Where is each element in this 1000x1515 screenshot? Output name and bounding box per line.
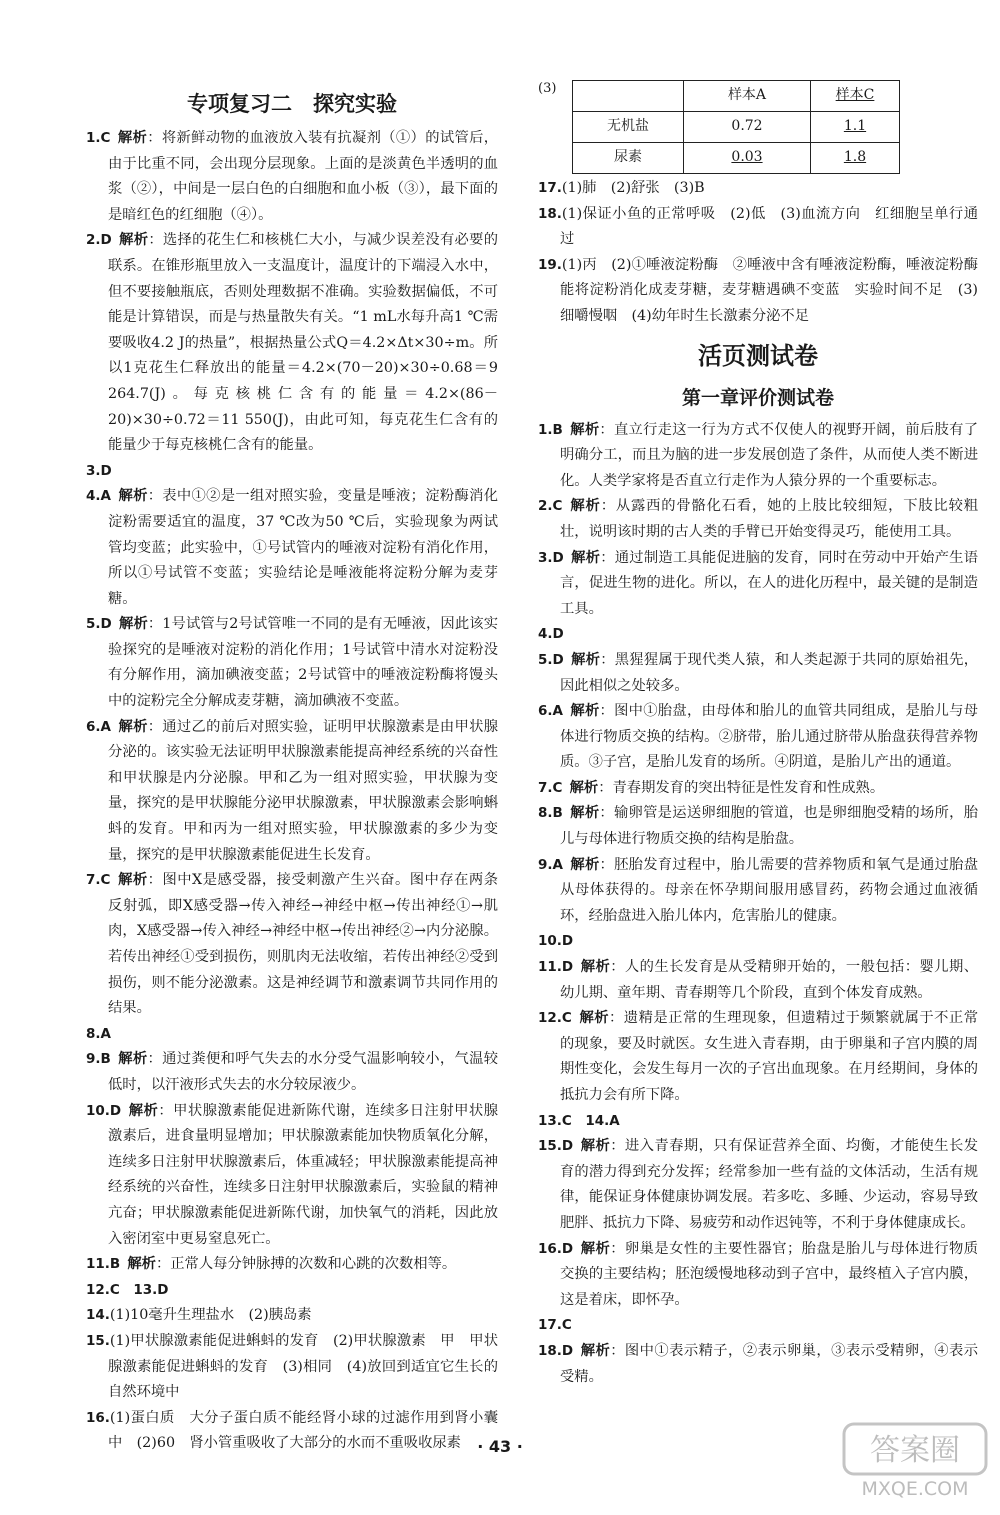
answer-number: 5.D <box>538 651 564 668</box>
answer-number: 14. <box>86 1307 110 1324</box>
table-cell-text: 1.1 <box>843 118 867 135</box>
answer-item <box>538 176 978 202</box>
watermark-logo <box>840 1420 990 1502</box>
answer-item <box>538 1109 978 1135</box>
answer-item <box>86 1278 498 1304</box>
analysis-label: 解析 <box>580 1138 611 1155</box>
data-table-block <box>538 80 978 174</box>
answer-number: 1.C <box>86 130 111 146</box>
answer-number: 11.D <box>538 959 574 976</box>
analysis-label: 解析 <box>117 872 148 889</box>
answer-item <box>86 715 498 869</box>
table-cell <box>811 112 900 143</box>
analysis-label: 解析 <box>117 1051 148 1068</box>
analysis-label: 解析 <box>118 232 149 249</box>
table-header-text: 样本C <box>835 87 875 104</box>
analysis-label: 解析 <box>578 1010 610 1027</box>
answer-text: (1)甲状腺激素能促进蝌蚪的发育 (2)甲状腺激素 甲 甲状腺激素能促进蝌蚪的发育 (3)相同 (4)放回到适宜它生长的自然环境中 <box>108 1332 498 1401</box>
answer-item <box>538 622 978 648</box>
answer-text: (1)丙 (2)①唾液淀粉酶 ②唾液中含有唾液淀粉酶，唾液淀粉酶能将淀粉消化成麦芽糖，麦芽糖遇碘不变蓝 实验时间不足 (3)细嚼慢咽 (4)幼年时生长激素分泌不足 <box>560 256 978 324</box>
answer-number: 1.B <box>538 421 563 438</box>
answer-text: ：从露西的骨骼化石看，她的上肢比较细短，下肢比较粗壮，说明该时期的古人类的手臂已开始变得灵巧，能使用工具。 <box>560 498 979 540</box>
answer-number: 8.B <box>538 805 563 822</box>
table-row <box>573 112 900 143</box>
answer-item <box>86 1047 498 1098</box>
answer-text: ：遗精是正常的生理现象，但遗精过于频繁就属于不正常的现象，要及时就医。女生进入青春期，由于卵巢和子宫内膜的周期性变化，会发生每月一次的子宫出血现象。在月经期间，身体的抵抗力会有所下降。 <box>560 1010 979 1103</box>
answer-item <box>86 459 498 485</box>
answer-text: ：输卵管是运送卵细胞的管道，也是卵细胞受精的场所，胎儿与母体进行物质交换的结构是胎盘。 <box>560 805 978 848</box>
answer-text: ：直立行走这一行为方式不仅使人的视野开阔，前后肢有了明确分工，而且为脑的进一步发展创造了条件，从而使人类不断进化。人类学家将是否直立行走作为人猿分界的一个重要标志。 <box>560 421 978 489</box>
table-label: (3) <box>538 81 557 96</box>
analysis-label: 解析 <box>569 805 600 822</box>
answer-number: 7.C <box>538 779 563 796</box>
answer-text: ：青春期发育的突出特征是性发育和性成熟。 <box>598 779 885 796</box>
answer-number: 3.D <box>86 462 112 479</box>
answer-text: ：甲状腺激素能促进新陈代谢，连续多日注射甲状腺激素后，进食量明显增加；甲状腺激素能加快物质氧化分解，连续多日注射甲状腺激素后，体重减轻；甲状腺激素能提高神经系统的兴奋性，连续多日注射甲状腺激素后，实验鼠的精神亢奋；甲状腺激素能促进新陈代谢，加快氧气的消耗，因此放入密闭室中更易窒息死亡。 <box>108 1102 499 1247</box>
answer-number: 8.A <box>86 1025 111 1042</box>
answer-number: 6.A <box>86 718 111 735</box>
answer-number: 7.C <box>86 872 111 889</box>
analysis-label: 解析 <box>127 1256 156 1273</box>
answer-text: ：将新鲜动物的血液放入装有抗凝剂（①）的试管后，由于比重不同，会出现分层现象。上面的是淡黄色半透明的血浆（②），中间是一层白色的白细胞和血小板（③），最下面的是暗红色的红细胞（④）。 <box>108 130 499 223</box>
answer-number: 18. <box>538 205 562 222</box>
answer-text: ：图中①胎盘，由母体和胎儿的血管共同组成，是胎儿与母体进行物质交换的结构。②脐带，胎儿通过脐带从胎盘获得营养物质。③子宫，是胎儿发育的场所。④阴道，是胎儿产出的通道。 <box>560 703 979 771</box>
answer-item <box>538 699 978 776</box>
table-cell <box>811 143 900 174</box>
analysis-label: 解析 <box>569 421 600 438</box>
answer-item <box>86 1099 498 1253</box>
answer-number: 2.D <box>86 232 112 249</box>
answer-item <box>538 494 978 545</box>
analysis-label: 解析 <box>118 616 148 633</box>
table-header-cell: 样本A <box>684 81 811 112</box>
answer-text: ：图中①表示精子，②表示卵巢，③表示受精卵，④表示受精。 <box>560 1342 979 1385</box>
analysis-label: 解析 <box>117 130 148 146</box>
right-answer-list-b <box>538 418 978 1391</box>
table-row <box>573 143 900 174</box>
analysis-label: 解析 <box>569 779 599 796</box>
answer-number: 13.C 14.A <box>538 1112 620 1129</box>
answer-number: 4.A <box>86 488 111 505</box>
answer-text: (1)肺 (2)舒张 (3)B <box>561 180 705 196</box>
answer-text: ：选择的花生仁和核桃仁大小，与减少误差没有必要的联系。在锥形瓶里放入一支温度计，温度计的下端浸入水中，但不要接触瓶底，否则处理数据不准确。实验数据偏低，不可能是计算错误，而是与热量散失有关。“1 mL水每升高1 ℃需要吸收4.2 J的热量”，根据热量公式Q＝4.2×Δt×30÷m。所以1克花生仁释放出的能量＝4.2×(70－20)×30÷0.68＝9 264.7(J)。每克核桃仁含有的能量＝4.2×(86－20)×30÷0.72＝11 550(J)，由此可知，每克花生仁含有的能量少于每克核桃仁含有的能量。 <box>108 232 499 454</box>
chapter-test-title: 第一章评价测试卷 <box>681 386 834 409</box>
answer-number: 16. <box>86 1409 110 1426</box>
answer-number: 3.D <box>538 549 564 566</box>
answer-item <box>86 1252 498 1278</box>
table-cell <box>684 143 811 174</box>
answer-number: 9.A <box>538 856 563 873</box>
table-header-row <box>573 81 900 112</box>
right-column <box>538 80 978 1390</box>
analysis-label: 解析 <box>128 1102 159 1119</box>
answer-item <box>538 776 978 802</box>
answer-item <box>538 929 978 955</box>
answer-text: (1)10毫升生理盐水 (2)胰岛素 <box>109 1307 312 1324</box>
answer-text: ：进入青春期，只有保证营养全面、均衡，才能使生长发育的潜力得到充分发挥；经常参加一些有益的文体活动，生活有规律，能保证身体健康协调发展。若多吃、多睡、少运动，容易导致肥胖、抵抗力下降、易疲劳和动作迟钝等，不利于身体健康成长。 <box>560 1138 979 1231</box>
answer-text: ：1号试管与2号试管唯一不同的是有无唾液，因此该实验探究的是唾液对淀粉的消化作用；1号试管中清水对淀粉没有分解作用，滴加碘液变蓝；2号试管中的唾液淀粉酶将馒头中的淀粉完全分解成麦芽糖，滴加碘液不变蓝。 <box>108 616 498 710</box>
answer-text: ：图中X是感受器，接受刺激产生兴奋。图中存在两条反射弧，即X感受器→传入神经→神经中枢→传出神经①→肌肉，X感受器→传入神经→神经中枢→传出神经②→内分泌腺。若传出神经①受到损伤，则肌肉无法收缩，若传出神经②受到损伤，则不能分泌激素。这是神经调节和激素调节共同作用的结果。 <box>108 872 498 1017</box>
analysis-label: 解析 <box>570 703 600 720</box>
answer-item <box>538 253 978 330</box>
table-header-cell <box>811 81 900 112</box>
analysis-label: 解析 <box>580 1342 611 1359</box>
answer-number: 9.B <box>86 1051 111 1068</box>
answer-number: 6.A <box>538 703 563 720</box>
answer-number: 15. <box>86 1332 110 1349</box>
test-paper-title: 活页测试卷 <box>698 341 818 370</box>
answer-number: 4.D <box>538 626 564 643</box>
analysis-label: 解析 <box>570 651 601 668</box>
table-cell: 无机盐 <box>573 112 684 143</box>
answer-text: ：正常人每分钟脉搏的次数和心跳的次数相等。 <box>155 1256 457 1273</box>
answer-text: ：通过乙的前后对照实验，证明甲状腺激素是由甲状腺分泌的。该实验无法证明甲状腺激素能提高神经系统的兴奋性和甲状腺是内分泌腺。甲和乙为一组对照实验，甲状腺为变量，探究的是甲状腺能分泌甲状腺激素，甲状腺激素会影响蝌蚪的发育。甲和丙为一组对照实验，甲状腺激素的多少为变量，探究的是甲状腺激素能促进生长发育。 <box>108 718 499 863</box>
answer-text: ：人的生长发育是从受精卵开始的，一般包括：婴儿期、幼儿期、童年期、青春期等几个阶段，直到个体发育成熟。 <box>560 959 979 1001</box>
answer-text: (1)保证小鱼的正常呼吸 (2)低 (3)血流方向 红细胞呈单行通过 <box>560 205 978 248</box>
answer-number: 16.D <box>538 1240 574 1257</box>
analysis-label: 解析 <box>580 1240 611 1257</box>
answer-item <box>86 1303 498 1329</box>
analysis-label: 解析 <box>569 498 601 515</box>
left-answer-list <box>86 126 498 1457</box>
answer-item <box>538 801 978 852</box>
answer-number: 18.D <box>538 1342 574 1359</box>
data-table <box>572 80 900 174</box>
watermark-url: MXQE.COM <box>861 1478 969 1500</box>
answer-text: ：通过粪便和呼气失去的水分受气温影响较小，气温较低时，以汗液形式失去的水分较尿液少。 <box>108 1051 499 1093</box>
answer-text: ：表中①②是一组对照实验，变量是唾液；淀粉酶消化淀粉需要适宜的温度，37 ℃改为50 ℃后，实验现象为两试管均变蓝；此实验中，①号试管内的唾液对淀粉有消化作用，所以①号试管不变蓝；实验结论是唾液能将淀粉分解为麦芽糖。 <box>108 488 499 607</box>
analysis-label: 解析 <box>580 959 611 976</box>
answer-item <box>86 868 498 1022</box>
answer-number: 5.D <box>86 616 112 633</box>
watermark-text: 答案圈 <box>870 1433 960 1468</box>
answer-text: (1)蛋白质 大分子蛋白质不能经肾小球的过滤作用到肾小囊中 (2)60 肾小管重吸收了大部分的水而不重吸收尿素 <box>108 1409 498 1452</box>
answer-number: 17.C <box>538 1317 572 1334</box>
analysis-label: 解析 <box>570 549 601 566</box>
answer-item <box>86 126 498 228</box>
answer-item <box>86 1022 498 1048</box>
answer-item <box>538 1313 978 1339</box>
answer-item <box>538 1339 978 1390</box>
answer-text: ：胚胎发育过程中，胎儿需要的营养物质和氧气是通过胎盘从母体获得的。母亲在怀孕期间服用感冒药，药物会通过血液循环，经胎盘进入胎儿体内，危害胎儿的健康。 <box>560 856 979 924</box>
answer-item <box>538 1237 978 1314</box>
answer-text: ：通过制造工具能促进脑的发育，同时在劳动中开始产生语言，促进生物的进化。所以，在人的进化历程中，最关键的是制造工具。 <box>560 549 979 617</box>
left-column <box>86 82 498 1457</box>
answer-number: 11.B <box>86 1256 121 1273</box>
answer-item <box>538 853 978 930</box>
answer-number: 2.C <box>538 498 563 515</box>
answer-number: 19. <box>538 256 562 273</box>
answer-number: 17. <box>538 180 562 196</box>
right-answer-list-a <box>538 176 978 330</box>
answer-number: 10.D <box>538 933 574 950</box>
answer-number: 10.D <box>86 1102 122 1119</box>
table-header-cell <box>573 81 684 112</box>
answer-item <box>86 228 498 458</box>
answer-item <box>538 955 978 1006</box>
table-cell: 尿素 <box>573 143 684 174</box>
table-cell: 0.72 <box>684 112 811 143</box>
table-cell-text: 1.8 <box>843 149 867 166</box>
answer-text: ：卵巢是女性的主要性器官；胎盘是胎儿与母体进行物质交换的主要结构；胚泡缓慢地移动到子宫中，最终植入子宫内膜，这是着床，即怀孕。 <box>560 1240 979 1308</box>
analysis-label: 解析 <box>570 856 600 873</box>
answer-item <box>538 1134 978 1236</box>
analysis-label: 解析 <box>118 488 148 505</box>
answer-number: 15.D <box>538 1138 574 1155</box>
answer-number: 12.C 13.D <box>86 1281 169 1298</box>
answer-item <box>538 1006 978 1108</box>
answer-item <box>86 1329 498 1406</box>
section-title: 专项复习二 探究实验 <box>187 92 397 116</box>
answer-item <box>538 418 978 495</box>
answer-text: ：黑猩猩属于现代类人猿，和人类起源于共同的原始祖先，因此相似之处较多。 <box>560 651 979 694</box>
page-number: · 43 · <box>477 1437 523 1456</box>
analysis-label: 解析 <box>118 718 148 735</box>
answer-item <box>538 648 978 699</box>
answer-number: 12.C <box>538 1010 572 1027</box>
table-cell-text: 0.03 <box>731 149 763 166</box>
answer-item <box>538 202 978 253</box>
answer-item <box>538 546 978 623</box>
answer-item <box>86 484 498 612</box>
answer-item <box>86 612 498 714</box>
